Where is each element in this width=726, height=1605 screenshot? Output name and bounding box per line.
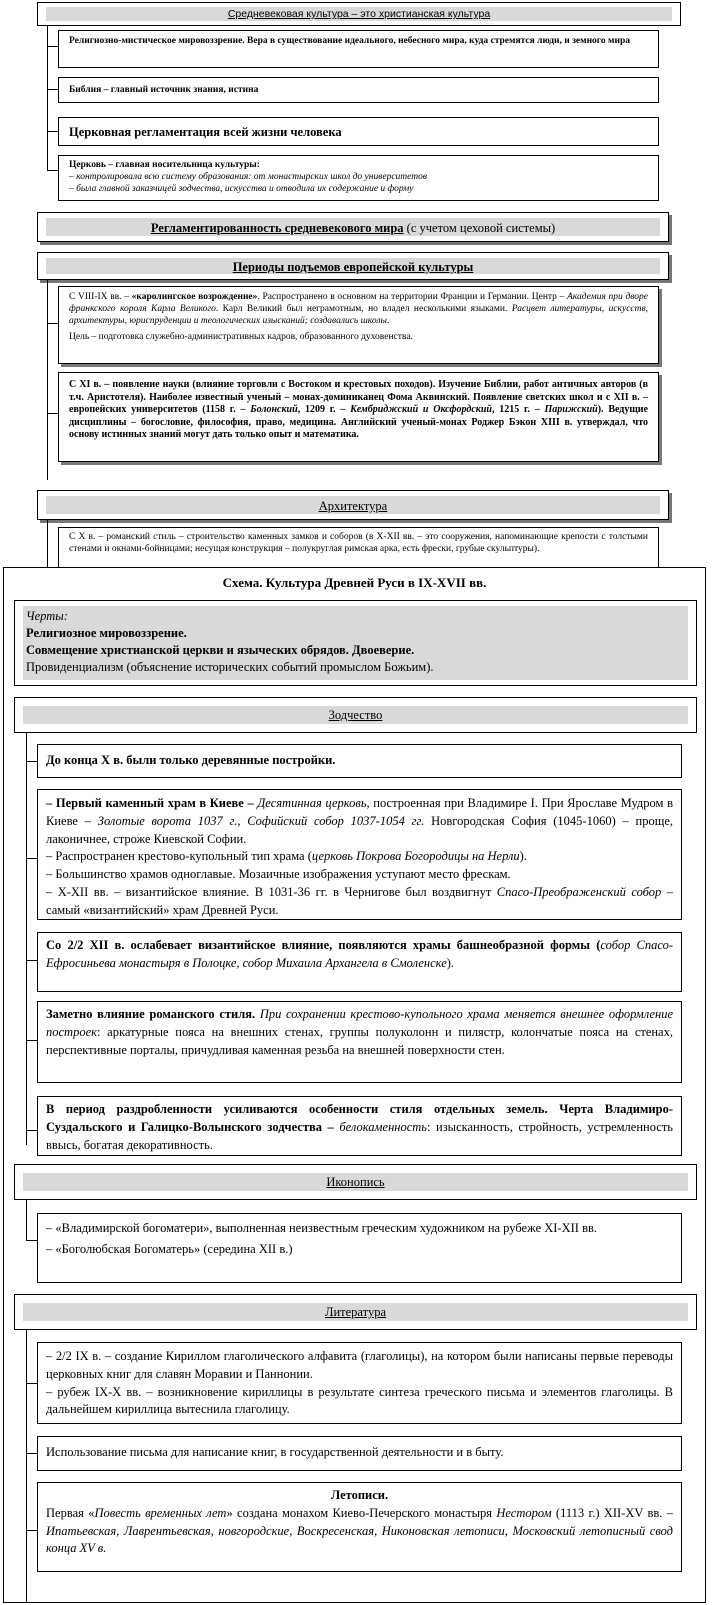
literature-title-box (14, 1294, 697, 1330)
romanesque-influence-box (37, 1001, 682, 1083)
features-line-2: Совмещение христианской церкви и языческих обрядов. Двоеверие. (26, 642, 415, 657)
regulated-bold: Регламентированность средневекового мира (150, 221, 404, 235)
romanesque-text: С X в. – романский стиль – строительство каменных замков и соборов (в X-XII вв. – это сооружения, напоминающие крепости с толстыми стенами и окнами-бойницами; несущая конструкция – полукруглая римская арка, есть фрески, грубые скульптуры). (69, 532, 648, 554)
medieval-title-box (37, 2, 681, 26)
science-text: С XI в. – появление науки (влияние торговли с Востоком и крестовых походов). Изучение Библии, работ античных авторов (в т.ч. Аристотеля). Наиболее известный ученый – монах-доминиканец Фома Аквинский. Появление светских школ и с XII в. – европейских университетов (1158 г. – Болонский, 1209 г. – Кембриджский и Оксфордский, 1215 г. – Парижский). Ведущие дисциплины – богословие, философия, право, медицина. Английский ученый-монах Роджер Бэкон XIII в. утверждал, что основу истинных знаний могут дать только опыт и математика. (69, 379, 648, 440)
zodchestvo-title-box (14, 697, 697, 733)
rus-title: Схема. Культура Древней Руси в IX-XVII вв. (222, 575, 487, 590)
carolingian-text: С VIII-IX вв. – «каролингское возрождение». Распространено в основном на территории Франции и Германии. Центр – Академия при дворе франкского короля Карла Великого. Карл Великий был неграмотным, но владел несколькими языками. Расцвет литературы, искусств, архитектуры, юриспруденции и теологических изысканий; создавались школы. (69, 292, 649, 326)
icons-title: Иконопись (326, 1175, 385, 1189)
medieval-church-box (58, 155, 659, 201)
wooden-buildings-text: До конца X в. были только деревянные постройки. (46, 753, 336, 767)
period-science-box (58, 372, 659, 462)
first-stone-temple-box (37, 789, 682, 920)
writing-usage-text: Использование письма для написание книг, в государственной деятельности и в быту. (46, 1445, 504, 1459)
chronicles-title: Летописи. (330, 1488, 389, 1502)
romanesque-influence-text: Заметно влияние романского стиля. При сохранении крестово-купольного храма меняется внешнее оформление построек: аркатурные пояса на внешних стенах, группы полуколонн и пилястр, колончатые пояса на стенах, перспективные порталы, причудливая каменная резьба на внешней поверхности стен. (46, 1007, 674, 1057)
rus-features-box (14, 600, 697, 686)
church-line-1: – контролировала всю систему образования: от монастырских школ до университетов (69, 171, 427, 182)
medieval-connector (47, 26, 48, 170)
glagolitic-text: – 2/2 IX в. – создание Кириллом глаголического алфавита (глаголицы), на котором были написаны первые переводы церковных книг для славян Моравии и Паннонии. (46, 1349, 673, 1381)
regulated-world-box (37, 212, 669, 242)
worldview-text: Религиозно-мистическое мировоззрение. Вера в существование идеального, небесного мира, куда стремятся люди, и земного мира (69, 36, 630, 46)
medieval-bible-box (58, 77, 659, 103)
features-label: Черты: (26, 609, 68, 623)
medieval-regulation-box (58, 117, 659, 146)
zodchestvo-title: Зодчество (328, 708, 383, 722)
regulation-text: Церковная регламентация всей жизни человека (69, 125, 342, 139)
features-line-3: Провиденциализм (объяснение исторических событий промыслом Божьим). (26, 659, 434, 674)
church-line-2: – была главной заказчицей зодчества, искусства и отводила их содержание и форму (69, 183, 414, 194)
fragmentation-box (37, 1096, 682, 1156)
periods-title-box (37, 252, 669, 280)
carolingian-goal: Цель – подготовка служебно-административных кадров, образованного духовенства. (69, 331, 413, 342)
architecture-eu-title: Архитектура (318, 499, 388, 513)
church-head: Церковь – главная носительница культуры: (69, 160, 260, 170)
medieval-worldview-box (58, 30, 659, 68)
medieval-title: Средневековая культура – это христианская культура (227, 8, 491, 20)
periods-title: Периоды подъемов европейской культуры (232, 260, 474, 274)
alphabet-box (37, 1342, 682, 1424)
features-line-1: Религиозное мировоззрение. (26, 625, 187, 640)
first-temple-text: – Первый каменный храм в Киеве – Десятинная церковь, построенная при Владимире I. При Ярославе Мудром в Киеве – Золотые ворота 1037 г., Софийский собор 1037-1054 гг. Новгородская София (1045-1060) – проще, лаконичнее, строже Киевской Софии. (46, 796, 674, 846)
period-carolingian-box (58, 286, 659, 364)
wooden-buildings-box (37, 744, 682, 778)
writing-usage-box (37, 1436, 682, 1471)
bogolyubskaya-icon-text: – «Боголюбская Богоматерь» (середина XII в.) (46, 1241, 293, 1256)
cyrillic-text: – рубеж IX-X вв. – возникновение кириллицы в результате синтеза греческого письма и элементов глаголицы. В дальнейшем кириллица вытеснила глаголицу. (46, 1384, 673, 1417)
literature-title: Литература (325, 1305, 386, 1319)
regulated-rest: (с учетом цеховой системы) (403, 221, 556, 235)
fragmentation-text: В период раздробленности усиливаются особенности стиля отдельных земель. Черта Владимиро-Суздальского и Галицко-Волынского зодчества – белокаменность: изысканность, стройность, устремленность ввысь, богатая декоративность. (46, 1102, 673, 1152)
chronicles-text: Первая «Повесть временных лет» создана монахом Киево-Печерского монастыря Нестором (1113 г.) XII-XV вв. – Ипатьевская, Лаврентьевская, новгородские, Воскресенская, Никоновская летописи, Московский летописный свод конца XV в. (46, 1505, 673, 1556)
architecture-eu-title-box (37, 490, 669, 520)
cross-dome-text: – Распространен крестово-купольный тип храма (церковь Покрова Богородицы на Нерли). (46, 849, 527, 864)
bible-text: Библия – главный источник знания, истина (69, 85, 259, 95)
chronicles-box (37, 1482, 682, 1572)
tower-temples-box (37, 932, 682, 992)
single-dome-text: – Большинство храмов одноглавые. Мозаичные изображения уступают место фрескам. (46, 867, 511, 881)
icons-box (37, 1213, 682, 1283)
byzantine-text: – X-XII вв. – византийское влияние. В 1031-36 гг. в Чернигове был воздвигнут Спасо-Преображенский собор – самый «византийский» храм Древней Руси. (46, 884, 674, 917)
vladimir-icon-text: – «Владимирской богоматери», выполненная неизвестным греческим художником на рубеже XI-XII вв. (46, 1221, 597, 1235)
tower-temples-text: Со 2/2 XII в. ослабевает византийское влияние, появляются храмы башнеобразной формы (собор Спасо-Ефросиньева монастыря в Полоцке, собор Михаила Архангела в Смоленске). (46, 938, 673, 970)
icons-title-box (14, 1164, 697, 1200)
